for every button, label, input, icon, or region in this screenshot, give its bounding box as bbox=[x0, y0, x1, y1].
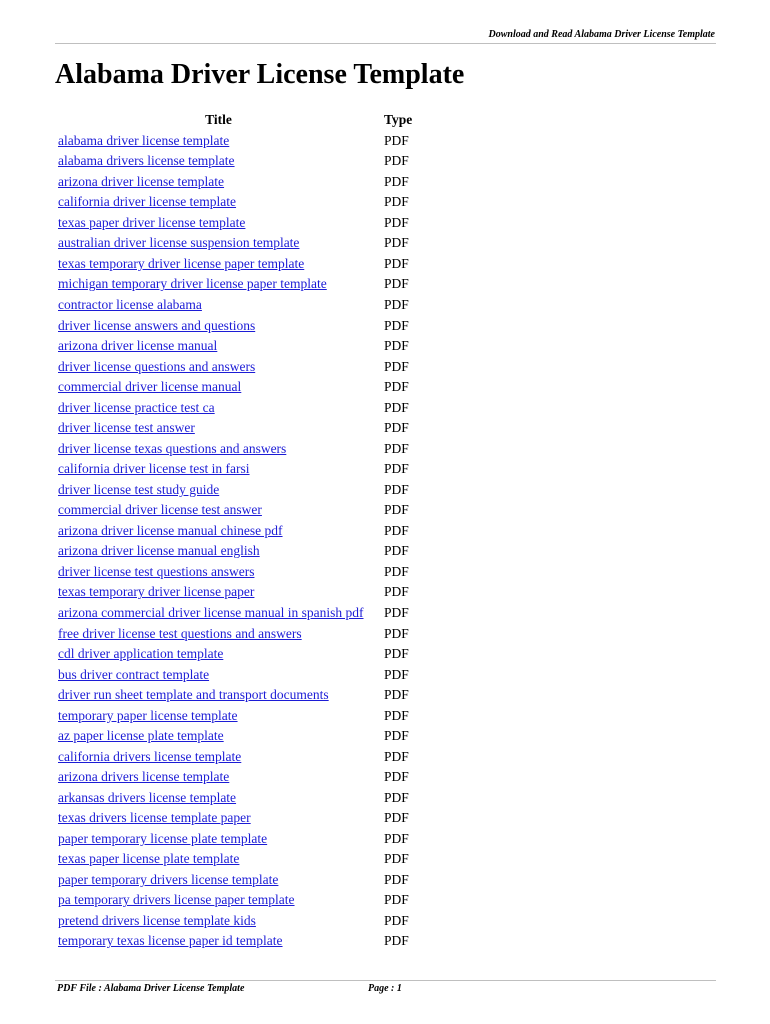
table-row bbox=[55, 192, 412, 213]
document-link[interactable]: arizona driver license manual bbox=[58, 338, 218, 354]
cell-title bbox=[55, 418, 382, 439]
cell-type: PDF bbox=[384, 646, 409, 662]
cell-title bbox=[55, 705, 382, 726]
cell-type: PDF bbox=[384, 563, 409, 579]
document-link[interactable]: cdl driver application template bbox=[58, 646, 224, 662]
cell-title bbox=[55, 582, 382, 603]
document-link[interactable]: alabama drivers license template bbox=[58, 153, 235, 169]
document-link[interactable]: driver license practice test ca bbox=[58, 399, 215, 415]
table-row bbox=[55, 705, 412, 726]
cell-type: PDF bbox=[384, 502, 409, 518]
cell-type: PDF bbox=[384, 173, 409, 189]
header-divider bbox=[55, 43, 716, 44]
document-link[interactable]: michigan temporary driver license paper template bbox=[58, 276, 327, 292]
document-link[interactable]: texas drivers license template paper bbox=[58, 810, 251, 826]
table-row bbox=[55, 459, 412, 480]
document-link[interactable]: pretend drivers license template kids bbox=[58, 912, 256, 928]
cell-type: PDF bbox=[384, 830, 409, 846]
table-body bbox=[55, 131, 412, 952]
document-link[interactable]: texas temporary driver license paper template bbox=[58, 255, 305, 271]
table-row bbox=[55, 582, 412, 603]
cell-title bbox=[55, 295, 382, 316]
footer-page-number: Page : 1 bbox=[368, 983, 402, 994]
table-row bbox=[55, 356, 412, 377]
cell-title bbox=[55, 890, 382, 911]
cell-type: PDF bbox=[384, 338, 409, 354]
table-row bbox=[55, 397, 412, 418]
document-link[interactable]: driver license answers and questions bbox=[58, 317, 256, 333]
document-link[interactable]: contractor license alabama bbox=[58, 297, 202, 313]
cell-title bbox=[55, 849, 382, 870]
table-row bbox=[55, 521, 412, 542]
document-link[interactable]: driver license texas questions and answers bbox=[58, 440, 287, 456]
cell-title bbox=[55, 829, 382, 850]
document-link[interactable]: arizona driver license template bbox=[58, 173, 225, 189]
table-row bbox=[55, 233, 412, 254]
table-row bbox=[55, 562, 412, 583]
table-row bbox=[55, 500, 412, 521]
document-link[interactable]: alabama driver license template bbox=[58, 132, 230, 148]
document-link[interactable]: driver license test answer bbox=[58, 420, 195, 436]
table-row bbox=[55, 541, 412, 562]
cell-type: PDF bbox=[384, 481, 409, 497]
cell-type: PDF bbox=[384, 522, 409, 538]
table-row bbox=[55, 664, 412, 685]
table-row bbox=[55, 870, 412, 891]
cell-title bbox=[55, 480, 382, 501]
running-header: Download and Read Alabama Driver License Template bbox=[488, 29, 715, 40]
document-title: Alabama Driver License Template bbox=[55, 59, 465, 90]
table-row bbox=[55, 746, 412, 767]
table-row bbox=[55, 911, 412, 932]
table-row bbox=[55, 685, 412, 706]
table-row bbox=[55, 254, 412, 275]
cell-type: PDF bbox=[384, 625, 409, 641]
document-link[interactable]: az paper license plate template bbox=[58, 728, 224, 744]
cell-title bbox=[55, 603, 382, 624]
footer-file-label: PDF File : Alabama Driver License Template bbox=[57, 983, 245, 994]
table-row bbox=[55, 172, 412, 193]
document-link[interactable]: driver license test questions answers bbox=[58, 563, 255, 579]
cell-type: PDF bbox=[384, 871, 409, 887]
document-link[interactable]: arkansas drivers license template bbox=[58, 789, 237, 805]
table-row bbox=[55, 336, 412, 357]
cell-title bbox=[55, 213, 382, 234]
table-header-row bbox=[55, 110, 412, 131]
cell-type: PDF bbox=[384, 461, 409, 477]
cell-title bbox=[55, 644, 382, 665]
document-link[interactable]: commercial driver license test answer bbox=[58, 502, 262, 518]
table-row bbox=[55, 726, 412, 747]
table-row bbox=[55, 849, 412, 870]
table-row bbox=[55, 151, 412, 172]
cell-type: PDF bbox=[384, 255, 409, 271]
cell-type: PDF bbox=[384, 214, 409, 230]
document-link[interactable]: pa temporary drivers license paper template bbox=[58, 892, 295, 908]
table-row bbox=[55, 808, 412, 829]
cell-title bbox=[55, 131, 382, 152]
column-header-type: Type bbox=[384, 112, 413, 128]
cell-title bbox=[55, 767, 382, 788]
cell-type: PDF bbox=[384, 666, 409, 682]
document-link[interactable]: arizona driver license manual chinese pdf bbox=[58, 522, 283, 538]
table-row bbox=[55, 274, 412, 295]
cell-title bbox=[55, 726, 382, 747]
cell-title bbox=[55, 931, 382, 952]
cell-type: PDF bbox=[384, 728, 409, 744]
cell-type: PDF bbox=[384, 604, 409, 620]
cell-title bbox=[55, 233, 382, 254]
cell-type: PDF bbox=[384, 153, 409, 169]
cell-title bbox=[55, 562, 382, 583]
cell-type: PDF bbox=[384, 297, 409, 313]
table-row bbox=[55, 829, 412, 850]
cell-title bbox=[55, 541, 382, 562]
document-link[interactable]: texas paper license plate template bbox=[58, 851, 240, 867]
cell-title bbox=[55, 521, 382, 542]
cell-type: PDF bbox=[384, 440, 409, 456]
cell-type: PDF bbox=[384, 707, 409, 723]
cell-type: PDF bbox=[384, 789, 409, 805]
cell-title bbox=[55, 254, 382, 275]
document-link[interactable]: california drivers license template bbox=[58, 748, 242, 764]
table-row bbox=[55, 788, 412, 809]
table-row bbox=[55, 438, 412, 459]
table-row bbox=[55, 295, 412, 316]
table-row bbox=[55, 418, 412, 439]
document-link[interactable]: australian driver license suspension template bbox=[58, 235, 300, 251]
cell-type: PDF bbox=[384, 420, 409, 436]
cell-title bbox=[55, 377, 382, 398]
cell-type: PDF bbox=[384, 379, 409, 395]
document-link[interactable]: arizona drivers license template bbox=[58, 769, 230, 785]
cell-title bbox=[55, 788, 382, 809]
table-row bbox=[55, 603, 412, 624]
cell-title bbox=[55, 315, 382, 336]
table-row bbox=[55, 213, 412, 234]
cell-type: PDF bbox=[384, 543, 409, 559]
cell-title bbox=[55, 685, 382, 706]
cell-title bbox=[55, 870, 382, 891]
cell-type: PDF bbox=[384, 235, 409, 251]
document-link[interactable]: temporary texas license paper id template bbox=[58, 933, 283, 949]
cell-title bbox=[55, 664, 382, 685]
cell-type: PDF bbox=[384, 194, 409, 210]
cell-title bbox=[55, 274, 382, 295]
column-header-title: Title bbox=[205, 112, 232, 128]
table-row bbox=[55, 480, 412, 501]
documents-table bbox=[55, 110, 412, 952]
table-row bbox=[55, 890, 412, 911]
document-link[interactable]: driver run sheet template and transport documents bbox=[58, 687, 329, 703]
document-link[interactable]: bus driver contract template bbox=[58, 666, 210, 682]
cell-title bbox=[55, 746, 382, 767]
table-row bbox=[55, 931, 412, 952]
cell-type: PDF bbox=[384, 769, 409, 785]
document-link[interactable]: commercial driver license manual bbox=[58, 379, 242, 395]
cell-title bbox=[55, 151, 382, 172]
cell-title bbox=[55, 192, 382, 213]
document-link[interactable]: texas temporary driver license paper bbox=[58, 584, 255, 600]
cell-type: PDF bbox=[384, 358, 409, 374]
cell-title bbox=[55, 459, 382, 480]
cell-type: PDF bbox=[384, 933, 409, 949]
cell-type: PDF bbox=[384, 584, 409, 600]
document-link[interactable]: paper temporary drivers license template bbox=[58, 871, 279, 887]
cell-title bbox=[55, 808, 382, 829]
cell-type: PDF bbox=[384, 748, 409, 764]
cell-title bbox=[55, 500, 382, 521]
document-link[interactable]: california driver license test in farsi bbox=[58, 461, 250, 477]
cell-type: PDF bbox=[384, 399, 409, 415]
document-link[interactable]: free driver license test questions and answers bbox=[58, 625, 302, 641]
cell-title bbox=[55, 336, 382, 357]
table-row bbox=[55, 377, 412, 398]
cell-title bbox=[55, 438, 382, 459]
cell-type: PDF bbox=[384, 912, 409, 928]
document-link[interactable]: temporary paper license template bbox=[58, 707, 238, 723]
footer-divider bbox=[55, 980, 716, 981]
document-link[interactable]: paper temporary license plate template bbox=[58, 830, 268, 846]
document-link[interactable]: texas paper driver license template bbox=[58, 214, 246, 230]
table-row bbox=[55, 315, 412, 336]
table-row bbox=[55, 623, 412, 644]
cell-type: PDF bbox=[384, 851, 409, 867]
cell-title bbox=[55, 172, 382, 193]
document-link[interactable]: driver license test study guide bbox=[58, 481, 220, 497]
document-link[interactable]: california driver license template bbox=[58, 194, 237, 210]
cell-title bbox=[55, 623, 382, 644]
table-row bbox=[55, 644, 412, 665]
cell-type: PDF bbox=[384, 687, 409, 703]
cell-type: PDF bbox=[384, 892, 409, 908]
cell-title bbox=[55, 911, 382, 932]
cell-type: PDF bbox=[384, 810, 409, 826]
document-link[interactable]: driver license questions and answers bbox=[58, 358, 256, 374]
table-row bbox=[55, 131, 412, 152]
cell-type: PDF bbox=[384, 132, 409, 148]
cell-title bbox=[55, 397, 382, 418]
cell-type: PDF bbox=[384, 276, 409, 292]
cell-type: PDF bbox=[384, 317, 409, 333]
document-link[interactable]: arizona driver license manual english bbox=[58, 543, 260, 559]
cell-title bbox=[55, 356, 382, 377]
table-row bbox=[55, 767, 412, 788]
document-link[interactable]: arizona commercial driver license manual in spanish pdf bbox=[58, 604, 364, 620]
